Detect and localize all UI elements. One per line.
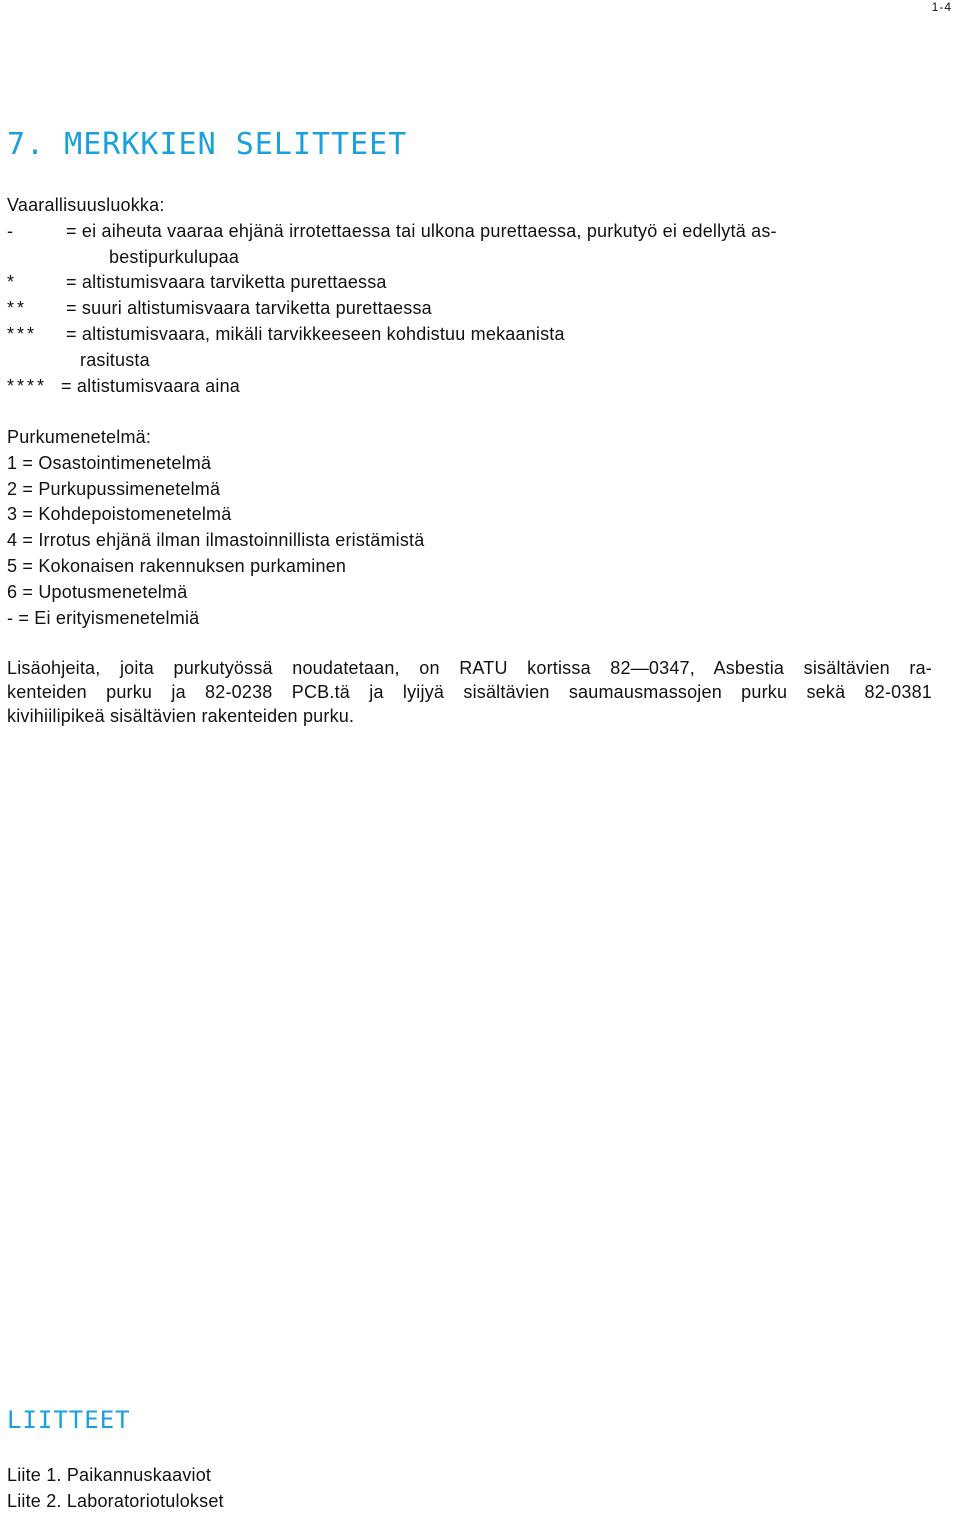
method-item: - = Ei erityismenetelmiä [7,607,200,628]
instructions-paragraph [7,656,932,728]
method-item: 6 = Upotusmenetelmä [7,581,188,602]
instructions-line: kivihiilipikeä sisältävien rakenteiden purku. [7,706,355,726]
hazard-class-item [7,219,777,245]
page-number: 1-4 [931,0,952,14]
method-item: 3 = Kohdepoistomenetelmä [7,504,232,525]
appendix-item: Liite 1. Paikannuskaaviot [7,1465,212,1485]
instructions-line: Lisäohjeita, joita purkutyössä noudatetaan, on RATU kortissa 82—0347, Asbestia sisältävien ra- [7,658,932,678]
hazard-text: = suuri altistumisvaara tarviketta purettaessa [66,298,432,319]
appendices-list [7,1463,224,1515]
method-section [7,425,424,631]
hazard-mark: * [7,272,18,293]
hazard-class-item [7,374,777,400]
hazard-mark: **** [7,375,48,396]
method-item: 2 = Purkupussimenetelmä [7,478,221,499]
appendix-item: Liite 2. Laboratoriotulokset [7,1490,224,1511]
method-heading: Purkumenetelmä: [7,427,152,447]
hazard-mark: ** [7,298,28,319]
hazard-text: = altistumisvaara tarviketta purettaessa [66,272,387,293]
hazard-class-item [7,296,777,322]
hazard-class-section [7,193,777,399]
method-item: 4 = Irrotus ehjänä ilman ilmastoinnillista eristämistä [7,530,425,551]
section-title: 7. MERKKIEN SELITTEET [7,127,408,162]
instructions-line: kenteiden purku ja 82-0238 PCB.tä ja lyijyä sisältävien saumausmassojen purku sekä 82-0381 [7,682,932,702]
hazard-text: = ei aiheuta vaaraa ehjänä irrotettaessa tai ulkona purettaessa, purkutyö ei edellytä as- [66,220,777,241]
method-item: 5 = Kokonaisen rakennuksen purkaminen [7,555,347,576]
appendices-title: LIITTEET [7,1406,131,1434]
hazard-class-item [7,270,777,296]
hazard-text-continuation: bestipurkulupaa [109,246,240,267]
hazard-text-continuation: rasitusta [80,349,150,370]
hazard-class-item [7,322,777,348]
hazard-mark: - [7,220,16,241]
hazard-class-heading: Vaarallisuusluokka: [7,195,165,215]
method-item: 1 = Osastointimenetelmä [7,452,212,473]
hazard-mark: *** [7,323,38,344]
hazard-text: = altistumisvaara, mikäli tarvikkeeseen kohdistuu mekaanista [66,323,565,344]
hazard-text: = altistumisvaara aina [61,375,240,396]
